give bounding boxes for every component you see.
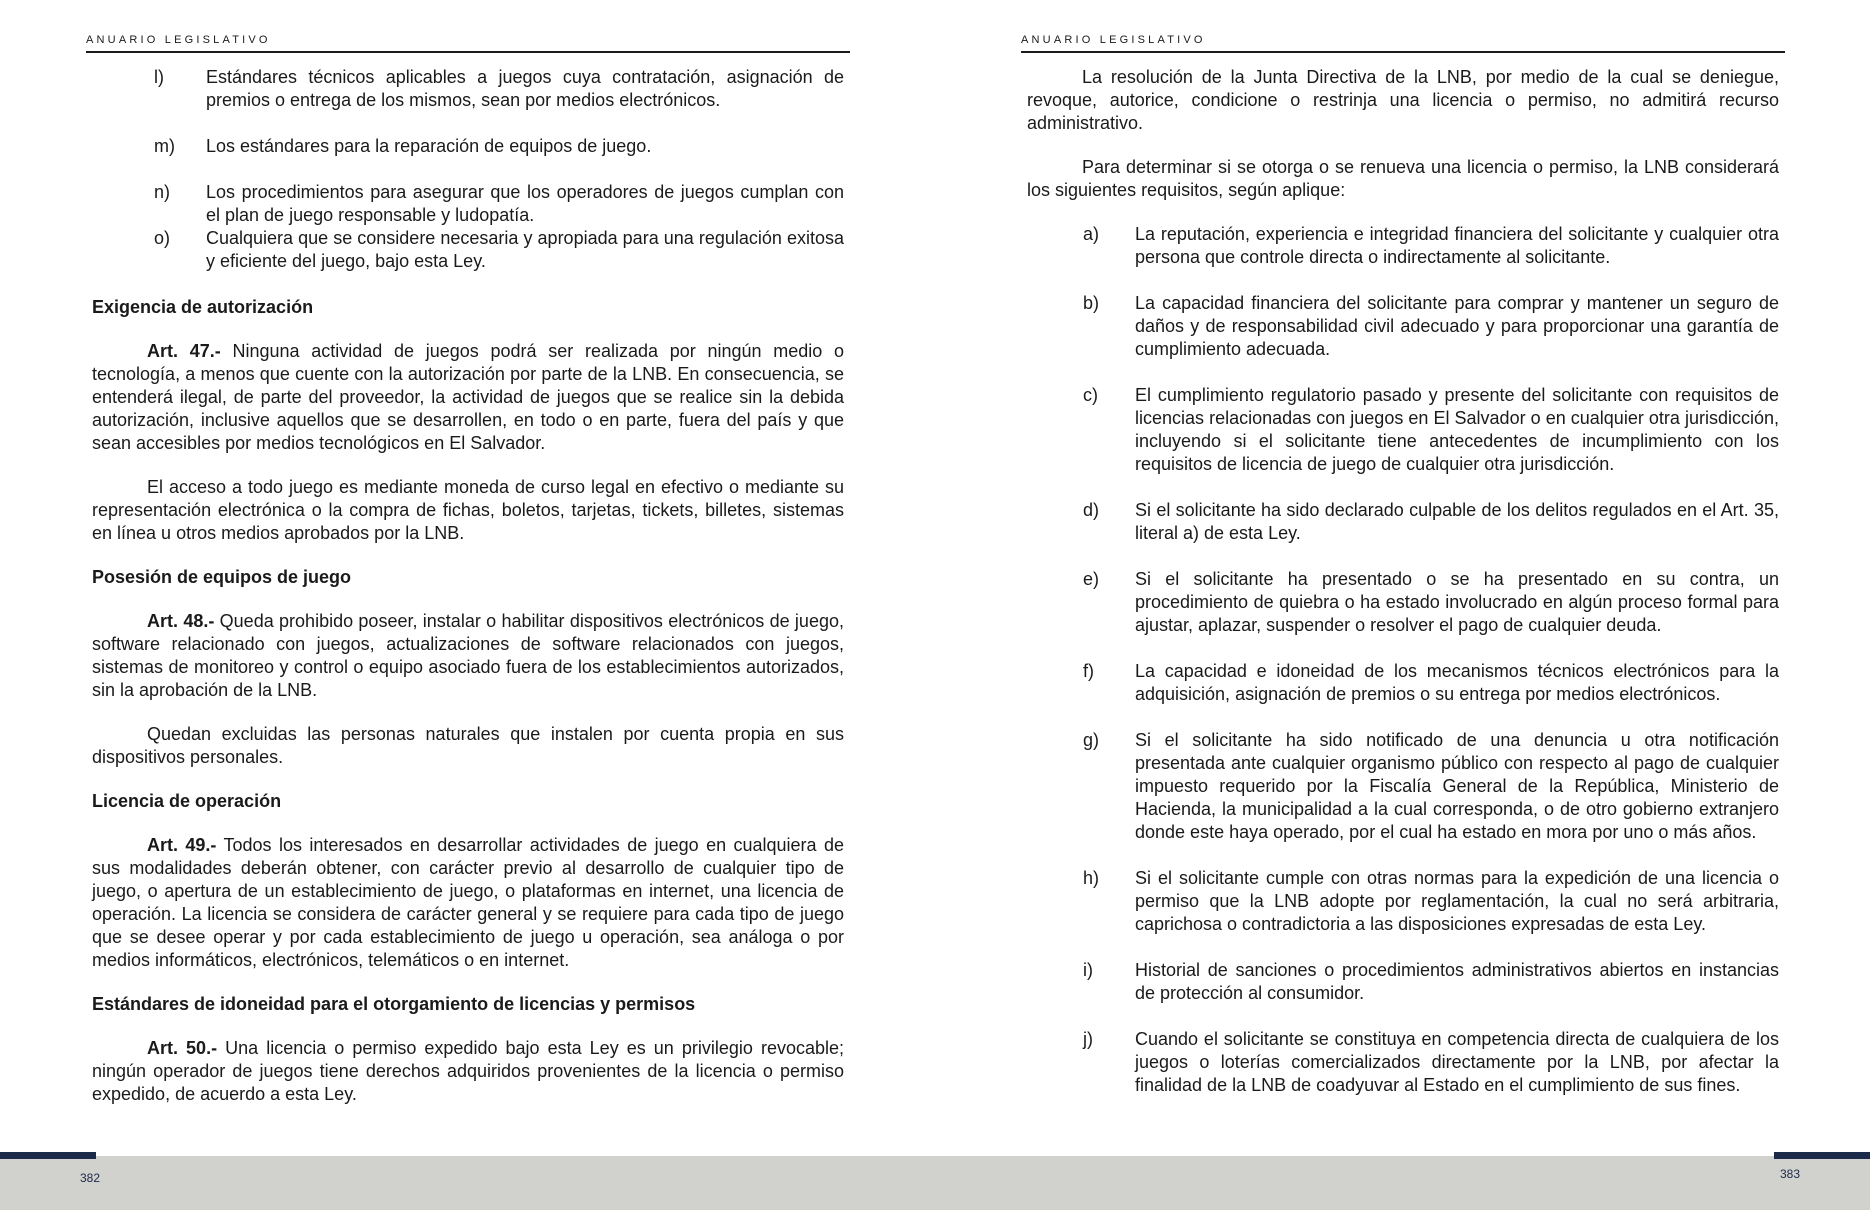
article-49 [92, 834, 844, 972]
item-label: n) [154, 182, 171, 202]
item-text: Si el solicitante ha sido declarado culpable de los delitos regulados en el Art. 35, literal a) de esta Ley. [1135, 500, 1779, 543]
item-text: Si el solicitante cumple con otras normas para la expedición de una licencia o permiso que la LNB adopte por reglamentación, la cual no será arbitraria, caprichosa o contradictoria a las disposiciones expresadas de esta Ley. [1135, 868, 1779, 934]
list-item [1027, 1028, 1779, 1097]
item-text: La capacidad financiera del solicitante para comprar y mantener un seguro de daños y de responsabilidad civil adecuado y para proporcionar una garantía de cumplimiento adecuada. [1135, 293, 1779, 359]
paragraph: La resolución de la Junta Directiva de la LNB, por medio de la cual se deniegue, revoque, autorice, condicione o restrinja una licencia o permiso, no admitirá recurso administrativo. [1027, 67, 1779, 133]
item-label: e) [1083, 569, 1100, 589]
item-text: Cualquiera que se considere necesaria y apropiada para una regulación exitosa y eficiente del juego, bajo esta Ley. [206, 228, 844, 271]
item-text: Historial de sanciones o procedimientos administrativos abiertos en instancias de protección al consumidor. [1135, 960, 1779, 1003]
item-label: g) [1083, 730, 1100, 750]
item-text: La capacidad e idoneidad de los mecanismos técnicos electrónicos para la adquisición, asignación de premios o su entrega por medios electrónicos. [1135, 661, 1779, 704]
page-number-left: 382 [80, 1171, 101, 1185]
page-number-right: 383 [1780, 1167, 1801, 1181]
list-item [1027, 223, 1779, 269]
item-label: i) [1083, 960, 1093, 980]
footer-accent-left [0, 1152, 96, 1159]
item-label: d) [1083, 500, 1100, 520]
list-item [92, 227, 844, 273]
list-item [92, 181, 844, 227]
paragraph: Quedan excluidas las personas naturales que instalen por cuenta propia en sus dispositivos personales. [92, 724, 844, 767]
item-text: Los procedimientos para asegurar que los operadores de juegos cumplan con el plan de juego responsable y ludopatía. [206, 182, 844, 225]
running-head-right: ANUARIO LEGISLATIVO [1021, 34, 1785, 53]
item-text: Los estándares para la reparación de equipos de juego. [206, 136, 652, 156]
item-text: Si el solicitante ha sido notificado de una denuncia u otra notificación presentada ante cualquier organismo público con respecto al pago de cualquier impuesto requerido por la Fiscalía General de la República, Ministerio de Hacienda, la municipalidad a la cual corresponda, o de otro gobierno extranjero donde este haya operado, por el cual ha estado en mora por uno o más años. [1135, 730, 1779, 842]
list-item [1027, 568, 1779, 637]
item-label: b) [1083, 293, 1100, 313]
paragraph: Para determinar si se otorga o se renueva una licencia o permiso, la LNB considerará los siguientes requisitos, según aplique: [1027, 157, 1779, 200]
item-label: h) [1083, 868, 1100, 888]
running-head-left: ANUARIO LEGISLATIVO [86, 34, 850, 53]
item-label: c) [1083, 385, 1098, 405]
item-text: Cuando el solicitante se constituya en competencia directa de cualquiera de los juegos o loterías comercializados directamente por la LNB, por afectar la finalidad de la LNB de coadyuvar al Estado en el cumplimiento de sus fines. [1135, 1029, 1779, 1095]
list-item [1027, 292, 1779, 361]
list-item [1027, 499, 1779, 545]
article-text: Ninguna actividad de juegos podrá ser realizada por ningún medio o tecnología, a menos que cuente con la autorización por parte de la LNB. En consecuencia, se entenderá ilegal, de parte del proveedor, la actividad de juegos que se realice sin la debida autorización, inclusive aquellos que se desarrollen, en todo o en parte, fuera del país y que sean accesibles por medios tecnológicos en El Salvador. [92, 341, 844, 453]
article-label: Art. 49.- [147, 835, 217, 855]
right-page-content [1027, 66, 1779, 1120]
article-label: Art. 47.- [147, 341, 221, 361]
item-text: La reputación, experiencia e integridad financiera del solicitante y cualquier otra persona que controle directa o indirectamente al solicitante. [1135, 224, 1779, 267]
section-heading: Licencia de operación [92, 791, 282, 811]
article-48 [92, 610, 844, 702]
list-item [1027, 959, 1779, 1005]
article-47 [92, 340, 844, 455]
item-text: Estándares técnicos aplicables a juegos cuya contratación, asignación de premios o entrega de los mismos, sean por medios electrónicos. [206, 67, 844, 110]
list-item [92, 135, 844, 158]
left-page [86, 0, 850, 1156]
footer-bar [0, 1156, 1870, 1210]
right-page [1021, 0, 1785, 1156]
item-text: El cumplimiento regulatorio pasado y presente del solicitante con requisitos de licencias relacionadas con juegos en El Salvador o en cualquier otra jurisdicción, incluyendo si el solicitante tiene antecedentes de incumplimiento con los requisitos de licencia de juego de cualquier otra jurisdicción. [1135, 385, 1779, 474]
article-text: Todos los interesados en desarrollar actividades de juego en cualquiera de sus modalidades deberán obtener, con carácter previo al desarrollo de cualquier tipo de juego, o apertura de un establecimiento de juego, o plataformas en internet, una licencia de operación. La licencia se considera de carácter general y se requiere para cada tipo de juego que se desee operar y por cada establecimiento de juego u operación, sea análoga o por medios informáticos, electrónicos, telemáticos o en internet. [92, 835, 844, 970]
footer-accent-right [1774, 1152, 1870, 1159]
article-label: Art. 48.- [147, 611, 215, 631]
section-heading: Exigencia de autorización [92, 297, 314, 317]
left-page-content [92, 66, 844, 1127]
list-item [92, 66, 844, 112]
article-label: Art. 50.- [147, 1038, 218, 1058]
item-label: l) [154, 67, 164, 87]
item-label: j) [1083, 1029, 1093, 1049]
item-label: f) [1083, 661, 1094, 681]
article-text: Una licencia o permiso expedido bajo esta Ley es un privilegio revocable; ningún operador de juegos tiene derechos adquiridos provenientes de la licencia o permiso expedido, de acuerdo a esta Ley. [92, 1038, 844, 1104]
article-text: Queda prohibido poseer, instalar o habilitar dispositivos electrónicos de juego, software relacionado con juegos, actualizaciones de software relacionados con juegos, sistemas de monitoreo y control o equipo asociado fuera de los establecimientos autorizados, sin la aprobación de la LNB. [92, 611, 844, 700]
item-text: Si el solicitante ha presentado o se ha presentado en su contra, un procedimiento de quiebra o ha estado involucrado en algún proceso formal para ajustar, aplazar, suspender o resolver el pago de cualquier deuda. [1135, 569, 1779, 635]
list-item [1027, 867, 1779, 936]
section-heading: Estándares de idoneidad para el otorgamiento de licencias y permisos [92, 994, 696, 1014]
item-label: a) [1083, 224, 1100, 244]
section-heading: Posesión de equipos de juego [92, 567, 352, 587]
list-item [1027, 660, 1779, 706]
paragraph: El acceso a todo juego es mediante moneda de curso legal en efectivo o mediante su representación electrónica o la compra de fichas, boletos, tarjetas, tickets, billetes, sistemas en línea u otros medios aprobados por la LNB. [92, 477, 844, 543]
list-item [1027, 384, 1779, 476]
list-item [1027, 729, 1779, 844]
article-50 [92, 1037, 844, 1106]
item-label: m) [154, 136, 175, 156]
item-label: o) [154, 228, 171, 248]
